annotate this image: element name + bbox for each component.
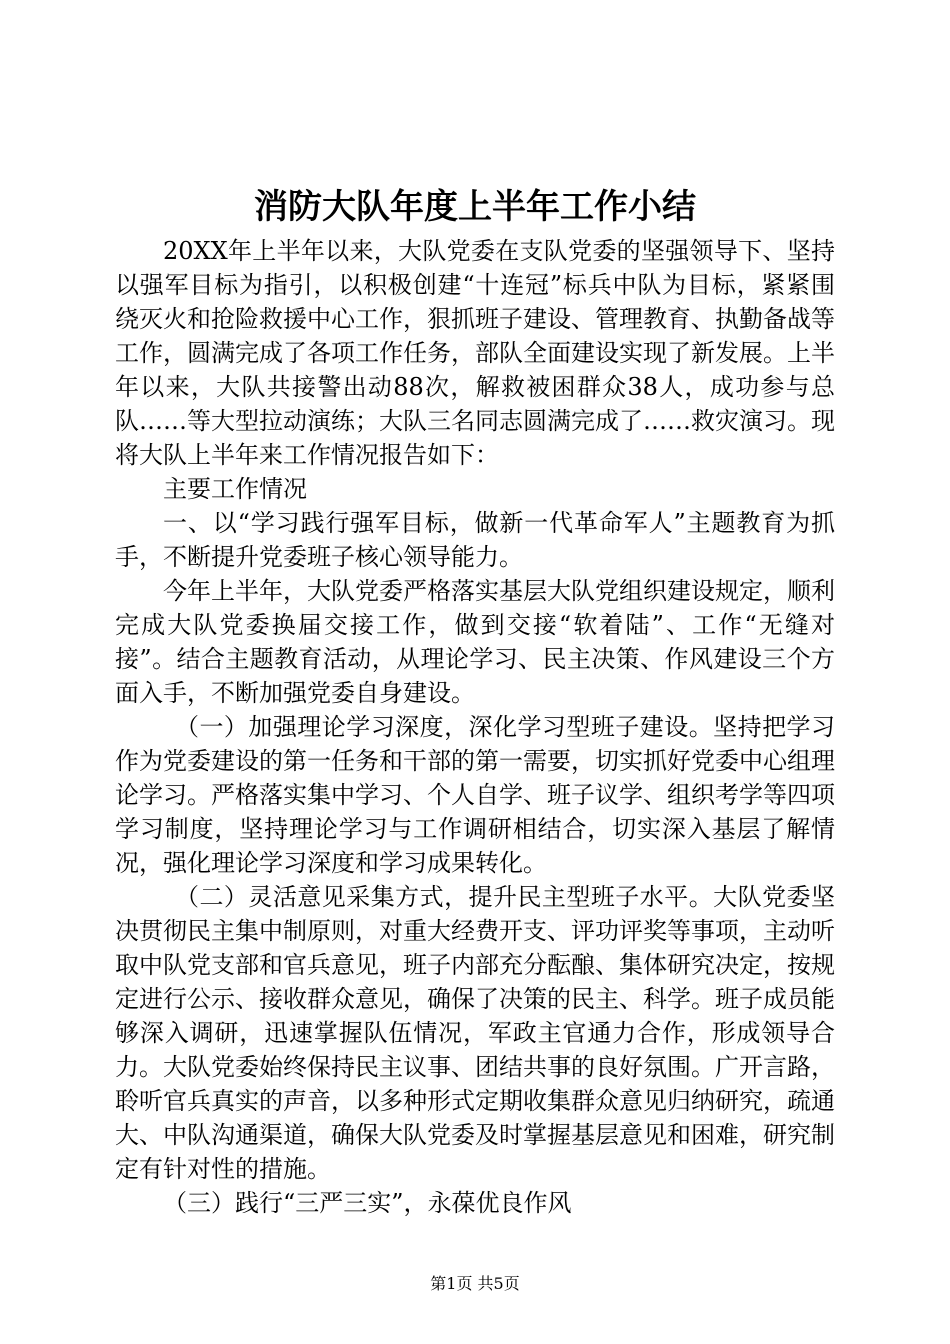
paragraph-section-one-body: 今年上半年，大队党委严格落实基层大队党组织建设规定，顺利完成大队党委换届交接工作，做到交接“软着陆”、工作“无缝对接”。结合主题教育活动，从理论学习、民主决策、作风建设三个方面入手，不断加强党委自身建设。 <box>115 577 835 707</box>
page-footer: 第1页 共5页 <box>430 1274 520 1293</box>
paragraph-section-one: 一、以“学习践行强军目标，做新一代革命军人”主题教育为抓手，不断提升党委班子核心领导能力。 <box>115 509 835 571</box>
paragraph-subsection-3: （三）践行“三严三实”，永葆优良作风 <box>163 1189 572 1217</box>
paragraph-subsection-2: （二）灵活意见采集方式，提升民主型班子水平。大队党委坚决贯彻民主集中制原则，对重大经费开支、评功评奖等事项，主动听取中队党支部和官兵意见，班子内部充分酝酿、集体研究决定，按规定进行公示、接收群众意见，确保了决策的民主、科学。班子成员能够深入调研，迅速掌握队伍情况，军政主官通力合作，形成领导合力。大队党委始终保持民主议事、团结共事的良好氛围。广开言路，聆听官兵真实的声音，以多种形式定期收集群众意见归纳研究，疏通大、中队沟通渠道，确保大队党委及时掌握基层意见和困难，研究制定有针对性的措施。 <box>115 883 835 1183</box>
document-title: 消防大队年度上半年工作小结 <box>254 187 696 227</box>
paragraph-intro: 20XX年上半年以来，大队党委在支队党委的坚强领导下、坚持以强军目标为指引，以积极创建“十连冠”标兵中队为目标，紧紧围绕灭火和抢险救援中心工作，狠抓班子建设、管理教育、执勤备战等工作，圆满完成了各项工作任务，部队全面建设实现了新发展。上半年以来，大队共接警出动88次，解救被困群众38人，成功参与总队……等大型拉动演练；大队三名同志圆满完成了……救灾演习。现将大队上半年来工作情况报告如下： <box>115 237 835 469</box>
document-body <box>115 234 835 1220</box>
paragraph-subsection-1: （一）加强理论学习深度，深化学习型班子建设。坚持把学习作为党委建设的第一任务和干部的第一需要，切实抓好党委中心组理论学习。严格落实集中学习、个人自学、班子议学、组织考学等四项学习制度，坚持理论学习与工作调研相结合，切实深入基层了解情况，强化理论学习深度和学习成果转化。 <box>115 713 835 877</box>
paragraph-heading-main-work: 主要工作情况 <box>163 475 307 503</box>
